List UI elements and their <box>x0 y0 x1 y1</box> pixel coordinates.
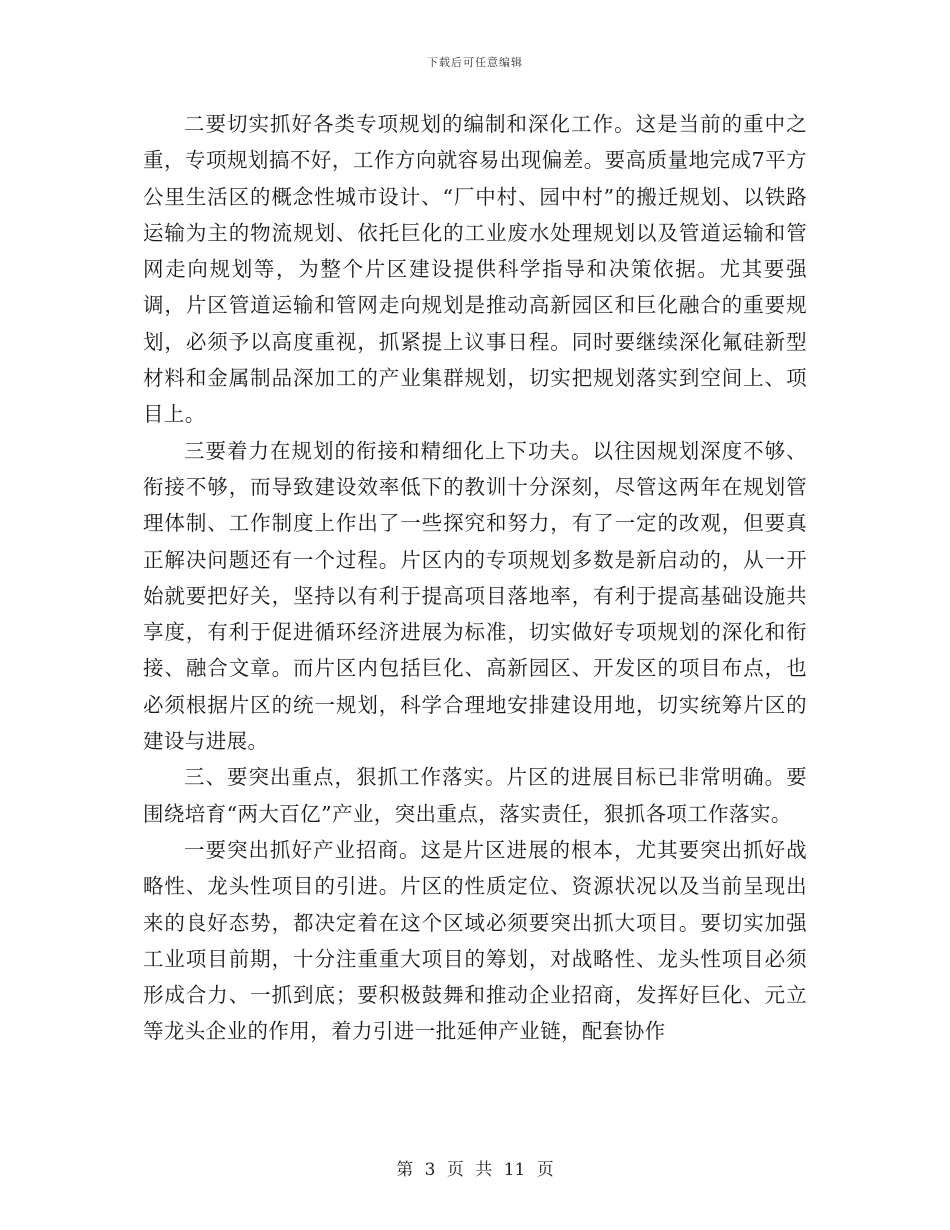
page-number-footer: 第 3 页 共 11 页 <box>396 1160 554 1180</box>
page-header: 下载后可任意编辑 <box>427 56 523 69</box>
paragraph-3: 三、要突出重点，狠抓工作落实。片区的进展目标已非常明确。要围绕培育“两大百亿”产业，突出重点，落实责任，狠抓各项工作落实。 <box>143 765 807 826</box>
paragraph-2: 三要着力在规划的衔接和精细化上下功夫。以往因规划深度不够、衔接不够，而导致建设效率低下的教训十分深刻，尽管这两年在规划管理体制、工作制度上作出了一些探究和努力，有了一定的改观，但要真正解决问题还有一个过程。片区内的专项规划多数是新启动的，从一开始就要把好关，坚持以有利于提高项目落地率，有利于提高基础设施共享度，有利于促进循环经济进展为标准，切实做好专项规划的深化和衔接、融合文章。而片区内包括巨化、高新园区、开发区的项目布点，也必须根据片区的统一规划，科学合理地安排建设用地，切实统筹片区的建设与进展。 <box>143 438 807 754</box>
paragraph-1: 二要切实抓好各类专项规划的编制和深化工作。这是当前的重中之重，专项规划搞不好，工作方向就容易出现偏差。要高质量地完成7平方公里生活区的概念性城市设计、“厂中村、园中村”的搬迁规划、以铁路运输为主的物流规划、依托巨化的工业废水处理规划以及管道运输和管网走向规划等，为整个片区建设提供科学指导和决策依据。尤其要强调，片区管道运输和管网走向规划是推动高新园区和巨化融合的重要规划，必须予以高度重视，抓紧提上议事日程。同时要继续深化氟硅新型材料和金属制品深加工的产业集群规划，切实把规划落实到空间上、项目上。 <box>143 112 807 427</box>
document-body <box>143 106 807 1050</box>
paragraph-4: 一要突出抓好产业招商。这是片区进展的根本，尤其要突出抓好战略性、龙头性项目的引进。片区的性质定位、资源状况以及当前呈现出来的良好态势，都决定着在这个区域必须要突出抓大项目。要切实加强工业项目前期，十分注重重大项目的筹划，对战略性、龙头性项目必须形成合力、一抓到底；要积极鼓舞和推动企业招商，发挥好巨化、元立等龙头企业的作用，着力引进一批延伸产业链，配套协作 <box>143 837 807 1044</box>
